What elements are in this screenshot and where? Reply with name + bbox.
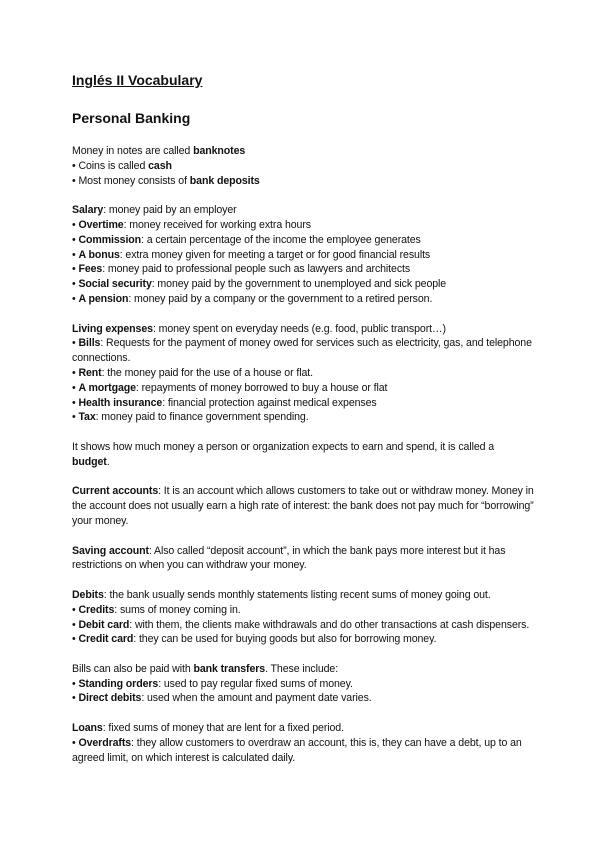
term-definition: : with them, the clients make withdrawals and do other transactions at cash dispensers. bbox=[129, 618, 530, 631]
vocabulary-term: bank deposits bbox=[189, 174, 260, 187]
document-body bbox=[72, 144, 534, 765]
paragraph-gap bbox=[72, 425, 534, 440]
paragraph-gap bbox=[72, 188, 534, 203]
vocabulary-line bbox=[72, 218, 534, 233]
line-prefix: • bbox=[72, 337, 79, 350]
term-definition: : used to pay regular fixed sums of money. bbox=[158, 677, 353, 690]
term-definition: : money spent on everyday needs (e.g. food, public transport…) bbox=[152, 322, 446, 335]
vocabulary-line bbox=[72, 366, 534, 381]
vocabulary-line bbox=[72, 381, 534, 396]
vocabulary-term: Living expenses bbox=[72, 322, 153, 335]
term-definition: : fixed sums of money that are lent for a fixed period. bbox=[102, 722, 344, 735]
vocabulary-term: Tax bbox=[78, 411, 96, 424]
term-definition: : they allow customers to overdraw an account, this is, they can have a debt, up to an agreed limit, on which interest is calculated daily. bbox=[72, 736, 522, 764]
vocabulary-term: A mortgage bbox=[78, 381, 136, 394]
vocabulary-line bbox=[72, 203, 534, 218]
term-definition: : sums of money coming in. bbox=[114, 603, 241, 616]
line-prefix: • bbox=[72, 618, 79, 631]
term-definition: : a certain percentage of the income the employee generates bbox=[141, 233, 421, 246]
vocabulary-term: Saving account bbox=[72, 544, 149, 557]
vocabulary-line bbox=[72, 322, 534, 337]
term-definition: : used when the amount and payment date varies. bbox=[141, 692, 372, 705]
line-prefix: • bbox=[72, 603, 79, 616]
term-definition: : financial protection against medical expenses bbox=[162, 396, 377, 409]
vocabulary-line bbox=[72, 691, 534, 706]
term-definition: : Requests for the payment of money owed for services such as electricity, gas, and telephone connections. bbox=[72, 337, 532, 365]
vocabulary-term: banknotes bbox=[193, 145, 246, 157]
vocabulary-line bbox=[72, 736, 534, 766]
vocabulary-term: Bills bbox=[78, 337, 101, 350]
term-definition: : It is an account which allows customers to take out or withdraw money. Money in the account does not usually earn a high rate of interest: the bank does not pay much for “borrowing” your money. bbox=[72, 485, 534, 527]
vocabulary-term: budget bbox=[72, 455, 107, 468]
line-prefix: • bbox=[72, 677, 79, 690]
vocabulary-term: Health insurance bbox=[78, 396, 163, 409]
paragraph-gap bbox=[72, 470, 534, 485]
line-prefix: • bbox=[72, 411, 79, 424]
line-prefix: Money in notes are called bbox=[72, 145, 194, 157]
line-prefix: • bbox=[72, 736, 79, 749]
vocabulary-term: Overdrafts bbox=[78, 736, 132, 749]
vocabulary-block bbox=[72, 588, 534, 647]
vocabulary-term: Direct debits bbox=[78, 692, 142, 705]
vocabulary-line bbox=[72, 396, 534, 411]
vocabulary-line bbox=[72, 144, 534, 159]
vocabulary-term: Current accounts bbox=[72, 485, 159, 498]
vocabulary-block bbox=[72, 721, 534, 765]
term-definition: : Also called “deposit account”, in which the bank pays more interest but it has restrictions on when you can withdraw your money. bbox=[72, 544, 506, 572]
paragraph-gap bbox=[72, 307, 534, 322]
vocabulary-term: Standing orders bbox=[78, 677, 159, 690]
paragraph-gap bbox=[72, 529, 534, 544]
line-prefix: • bbox=[72, 396, 79, 409]
vocabulary-term: Commission bbox=[78, 233, 142, 246]
line-prefix: It shows how much money a person or organization expects to earn and spend, it is called a bbox=[72, 440, 495, 453]
term-definition: : money paid to professional people such as lawyers and architects bbox=[102, 263, 411, 276]
vocabulary-line bbox=[72, 336, 534, 366]
vocabulary-block bbox=[72, 203, 534, 307]
line-prefix: • bbox=[72, 278, 79, 291]
vocabulary-term: Fees bbox=[78, 263, 103, 276]
term-definition: : money received for working extra hours bbox=[123, 218, 311, 231]
line-prefix: • Most money consists of bbox=[72, 174, 190, 187]
line-prefix: • bbox=[72, 366, 79, 379]
line-prefix: • bbox=[72, 292, 79, 305]
term-definition: : repayments of money borrowed to buy a house or flat bbox=[135, 381, 388, 394]
vocabulary-line bbox=[72, 632, 534, 647]
document-page bbox=[72, 70, 534, 764]
line-prefix: • bbox=[72, 633, 79, 646]
vocabulary-line bbox=[72, 233, 534, 248]
vocabulary-line bbox=[72, 292, 534, 307]
vocabulary-line bbox=[72, 440, 534, 470]
term-definition: : the bank usually sends monthly statements listing recent sums of money going out. bbox=[103, 588, 491, 601]
line-prefix: • Coins is called bbox=[72, 159, 149, 172]
vocabulary-block bbox=[72, 484, 534, 528]
vocabulary-line bbox=[72, 484, 534, 528]
vocabulary-line bbox=[72, 618, 534, 633]
vocabulary-block bbox=[72, 662, 534, 706]
term-definition: . bbox=[106, 455, 110, 468]
vocabulary-block bbox=[72, 544, 534, 574]
vocabulary-term: A bonus bbox=[78, 248, 120, 261]
vocabulary-line bbox=[72, 248, 534, 263]
term-definition: : the money paid for the use of a house or flat. bbox=[101, 366, 313, 379]
term-definition: : money paid to finance government spending. bbox=[95, 411, 309, 424]
paragraph-gap bbox=[72, 573, 534, 588]
term-definition: : money paid by the government to unemployed and sick people bbox=[151, 278, 447, 291]
vocabulary-line bbox=[72, 588, 534, 603]
section-title: Personal Banking bbox=[72, 110, 191, 126]
vocabulary-term: Credit card bbox=[78, 633, 134, 646]
vocabulary-term: Credits bbox=[78, 603, 115, 616]
term-definition: : money paid by a company or the government to a retired person. bbox=[128, 292, 433, 305]
vocabulary-line bbox=[72, 174, 534, 189]
vocabulary-term: Overtime bbox=[78, 218, 124, 231]
vocabulary-block bbox=[72, 440, 534, 470]
vocabulary-line bbox=[72, 262, 534, 277]
vocabulary-term: bank transfers bbox=[193, 662, 266, 675]
vocabulary-line bbox=[72, 544, 534, 574]
paragraph-gap bbox=[72, 647, 534, 662]
vocabulary-term: Debits bbox=[72, 588, 104, 601]
vocabulary-line bbox=[72, 677, 534, 692]
line-prefix: Bills can also be paid with bbox=[72, 662, 194, 675]
term-definition: : money paid by an employer bbox=[103, 204, 237, 217]
term-definition: : extra money given for meeting a target or for good financial results bbox=[119, 248, 431, 261]
vocabulary-line bbox=[72, 662, 534, 677]
vocabulary-line bbox=[72, 410, 534, 425]
vocabulary-term: Rent bbox=[78, 366, 102, 379]
vocabulary-term: A pension bbox=[78, 292, 129, 305]
line-prefix: • bbox=[72, 233, 79, 246]
vocabulary-term: cash bbox=[148, 159, 172, 172]
paragraph-gap bbox=[72, 706, 534, 721]
line-prefix: • bbox=[72, 692, 79, 705]
vocabulary-line bbox=[72, 603, 534, 618]
line-prefix: • bbox=[72, 263, 79, 276]
vocabulary-term: Social security bbox=[78, 278, 152, 291]
document-title: Inglés II Vocabulary bbox=[72, 72, 203, 88]
term-definition: : they can be used for buying goods but also for borrowing money. bbox=[133, 633, 437, 646]
vocabulary-line bbox=[72, 277, 534, 292]
term-definition: . These include: bbox=[265, 662, 339, 675]
vocabulary-line bbox=[72, 159, 534, 174]
vocabulary-block bbox=[72, 144, 534, 188]
vocabulary-block bbox=[72, 322, 534, 426]
vocabulary-line bbox=[72, 721, 534, 736]
line-prefix: • bbox=[72, 381, 79, 394]
line-prefix: • bbox=[72, 248, 79, 261]
vocabulary-term: Loans bbox=[72, 722, 103, 735]
vocabulary-term: Salary bbox=[72, 204, 104, 217]
line-prefix: • bbox=[72, 218, 79, 231]
vocabulary-term: Debit card bbox=[78, 618, 130, 631]
